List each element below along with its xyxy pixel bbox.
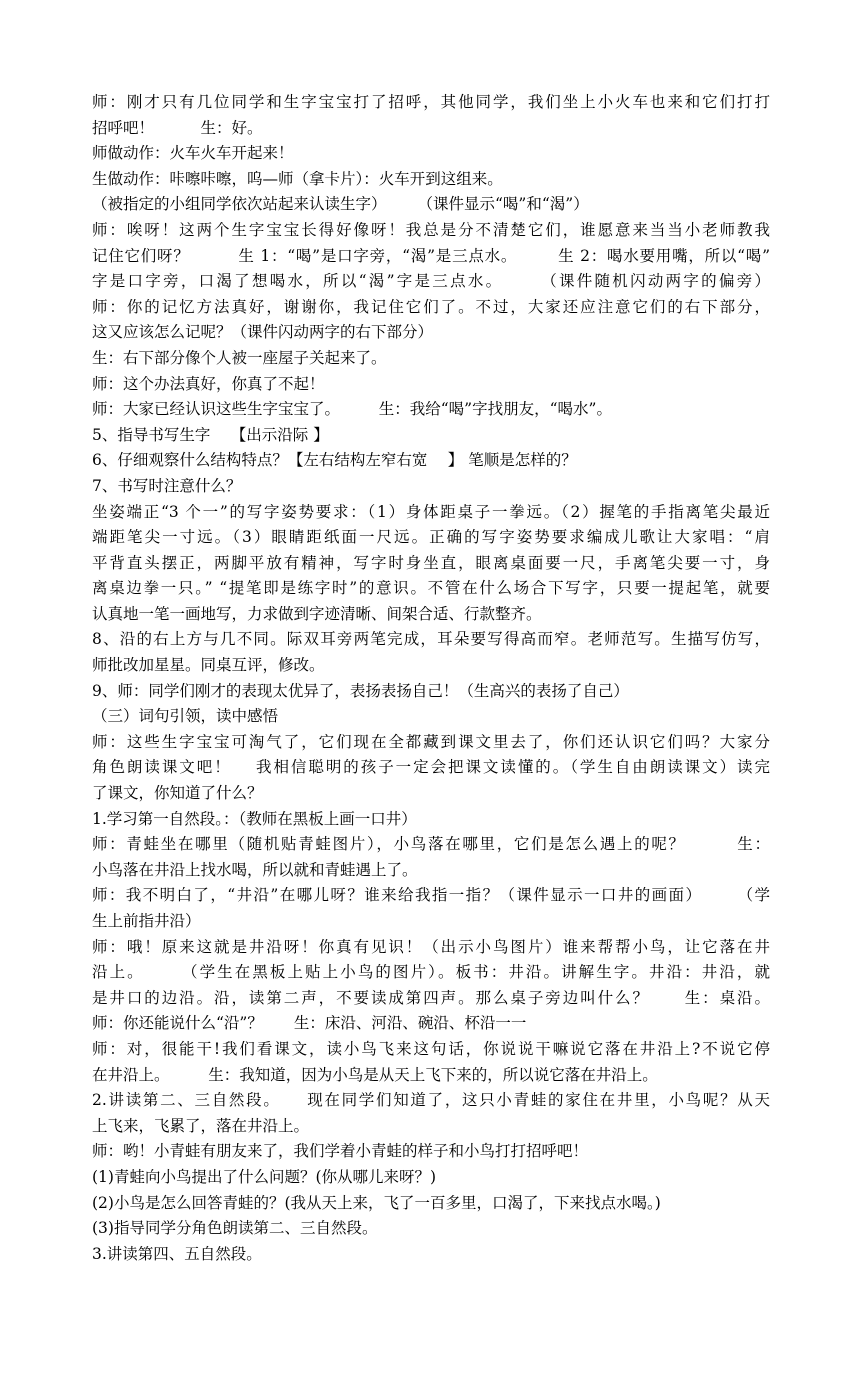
text-line: 生：右下部分像个人被一座屋子关起来了。 [92,348,387,367]
text-line: 师：唉呀！这两个生字宝宝长得好像呀！我总是分不清楚它们，谁愿意来当当小老师教我 [92,220,770,239]
text-line: 生上前指井沿） [92,912,201,930]
text-line: 9、师：同学们刚才的表现太优异了，表扬表扬自己！（生高兴的表扬了自己） [92,681,629,700]
text-line: 生做动作：咔嚓咔嚓，呜—师（拿卡片）：火车开到这组来。 [92,169,503,188]
text-line: 8、沿的右上方与几不同。际双耳旁两笔完成，耳朵要写得高而窄。老师范写。生描写仿写， [92,630,770,649]
text-line: 字是口字旁，口渴了想喝水，所以“渴”字是三点水。 （课件随机闪动两字的偏旁） [92,272,770,291]
text-line: （三）词句引领，读中感悟 [92,707,279,726]
text-line: 师做动作：火车火车开起来！ [92,144,294,163]
text-line: 了课文，你知道了什么？ [92,784,263,803]
text-line: (3)指导同学分角色朗读第二、三自然段。 [92,1219,378,1238]
text-line: 2.讲读第二、三自然段。 现在同学们知道了，这只小青蛙的家住在井里，小鸟呢？从天 [92,1091,770,1110]
text-line: 沿上。 （学生在黑板上贴上小鸟的图片）。板书：井沿。讲解生字。井沿：井沿，就 [92,963,770,982]
text-line: 端距笔尖一寸远。（3）眼睛距纸面一尺远。正确的写字姿势要求编成儿歌让大家唱：“肩 [92,528,770,547]
text-line: 师：我不明白了，“井沿”在哪儿呀？谁来给我指一指？（课件显示一口井的画面） （学 [92,886,770,905]
text-line: 师：这个办法真好，你真了不起！ [92,374,325,393]
text-line: 上飞来，飞累了，落在井沿上。 [92,1116,310,1135]
text-line: 角色朗读课文吧！ 我相信聪明的孩子一定会把课文读懂的。（学生自由朗读课文）读完 [92,758,770,777]
text-line: 师：青蛙坐在哪里（随机贴青蛙图片），小鸟落在哪里，它们是怎么遇上的呢？ 生： [92,835,770,854]
text-line: 3.讲读第四、五自然段。 [92,1244,262,1263]
text-line: 师：你还能说什么“沿”？ 生：床沿、河沿、碗沿、杯沿一一 [92,1014,527,1033]
text-line: 招呼吧！ 生：好。 [92,118,263,137]
text-line: 师：你的记忆方法真好，谢谢你，我记住它们了。不过，大家还应注意它们的右下部分， [92,297,770,316]
text-line: （被指定的小组同学依次站起来认读生字） （课件显示“喝”和“渴”） [92,195,589,214]
text-line: 师批改加星星。同桌互评，修改。 [92,656,325,675]
text-line: 师：刚才只有几位同学和生字宝宝打了招呼，其他同学，我们坐上小火车也来和它们打打 [92,93,770,111]
text-line: (2)小鸟是怎么回答青蛙的？(我从天上来，飞了一百多里，口渴了，下来找点水喝。) [92,1193,661,1212]
text-line: 师：哦！原来这就是井沿呀！你真有见识！（出示小鸟图片）谁来帮帮小鸟，让它落在井 [92,937,770,956]
text-line: 平背直头摆正，两脚平放有精神，写字时身坐直，眼离桌面要一尺，手离笔尖要一寸，身 [92,553,770,572]
text-line: 师：大家已经认识这些生字宝宝了。 生：我给“喝”字找朋友，“喝水”。 [92,400,612,419]
text-line: 是井口的边沿。沿，读第二声，不要读成第四声。那么桌子旁边叫什么？ 生：桌沿。 [92,988,770,1007]
text-line: 记住它们呀？ 生 1：“喝”是口字旁，“渴”是三点水。 生 2：喝水要用嘴，所以“喝” [92,246,770,265]
text-line: 在井沿上。 生：我知道，因为小鸟是从天上飞下来的，所以说它落在井沿上。 [92,1065,658,1084]
document-body [92,90,770,1267]
text-line: 1.学习第一自然段。：（教师在黑板上画一口井） [92,809,417,828]
text-line: 6、仔细观察什么结构特点？【左右结构左窄右宽 】 笔顺是怎样的？ [92,451,577,470]
text-line: (1)青蛙向小鸟提出了什么问题？(你从哪儿来呀？) [92,1167,437,1186]
text-line: 认真地一笔一画地写，力求做到字迹清晰、间架合适、行款整齐。 [92,604,542,623]
text-line: 7、书写时注意什么？ [92,476,242,495]
text-line: 师：哟！小青蛙有朋友来了，我们学着小青蛙的样子和小鸟打打招呼吧！ [92,1142,589,1161]
text-line: 5、指导书写生字 【出示沿际 】 [92,425,329,444]
text-line: 小鸟落在井沿上找水喝，所以就和青蛙遇上了。 [92,860,418,879]
text-line: 这又应该怎么记呢？（课件闪动两字的右下部分） [92,323,434,342]
text-line: 师：对，很能干!我们看课文，读小鸟飞来这句话，你说说干嘛说它落在井沿上?不说它停 [92,1039,770,1058]
text-line: 师：这些生字宝宝可淘气了，它们现在全都藏到课文里去了，你们还认识它们吗？大家分 [92,732,770,751]
text-line: 坐姿端正“3 个一”的写字姿势要求：（1）身体距桌子一拳远。（2）握笔的手指离笔尖最近 [92,502,770,521]
text-line: 离桌边拳一只。” “提笔即是练字时”的意识。不管在什么场合下写字，只要一提起笔，就要 [92,579,770,598]
